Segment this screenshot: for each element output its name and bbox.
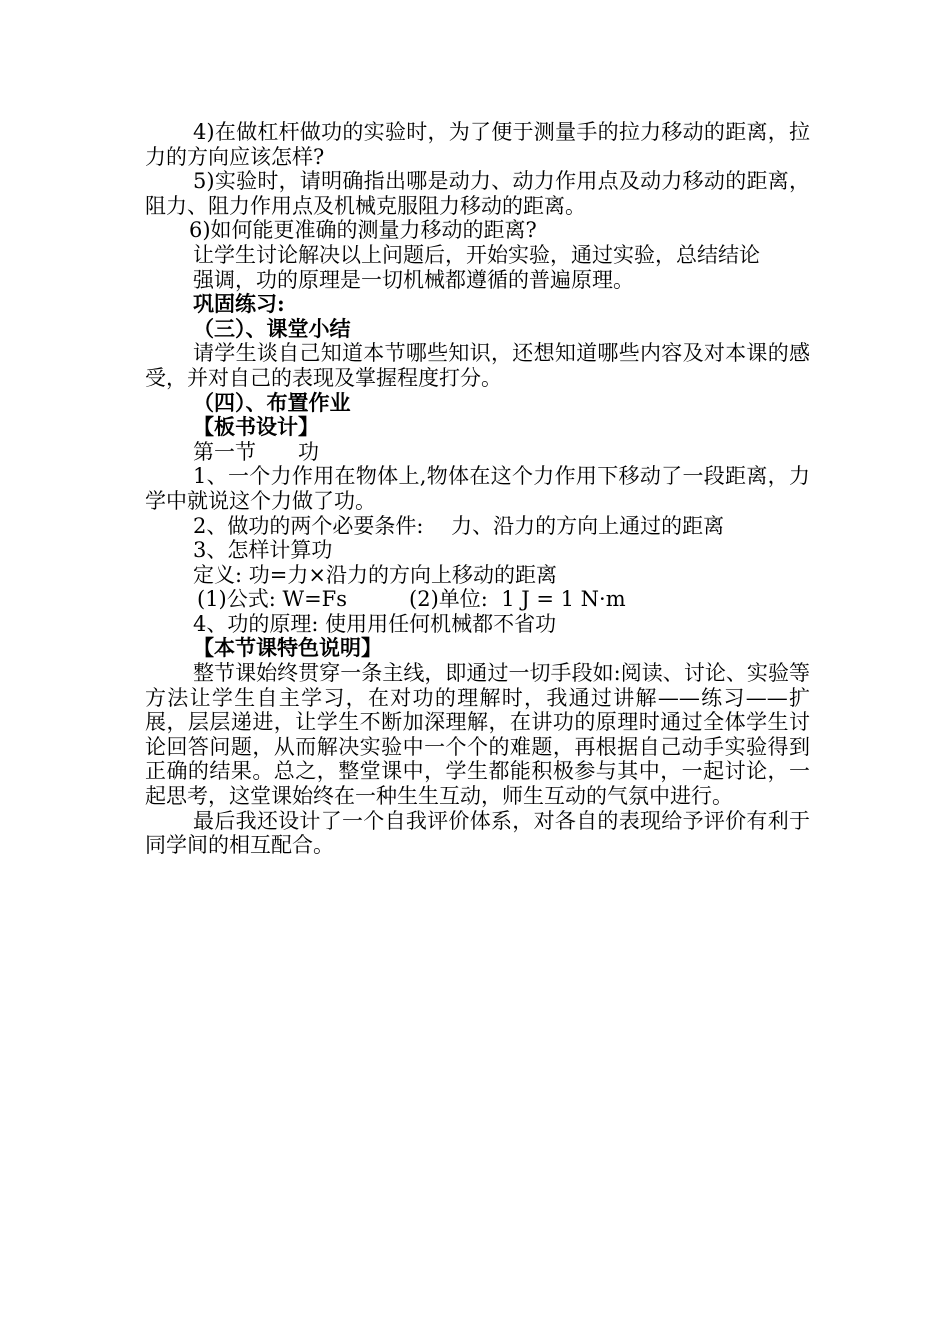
board-point-4: 4、功的原理: 使用用任何机械都不省功	[193, 611, 557, 636]
question-5: 5)实验时，请明确指出哪是动力、动力作用点及动力移动的距离，阻力、阻力作用点及机械克服阻力移动的距离。	[145, 169, 810, 218]
question-4: 4)在做杠杆做功的实验时，为了便于测量手的拉力移动的距离，拉力的方向应该怎样?	[145, 120, 810, 169]
emphasis-paragraph: 强调，功的原理是一切机械都遵循的普遍原理。	[193, 267, 634, 292]
document-page	[145, 120, 810, 858]
features-paragraph: 整节课始终贯穿一条主线，即通过一切手段如:阅读、讨论、实验等方法让学生自主学习，在对功的理解时，我通过讲解——练习——扩展，层层递进，让学生不断加深理解，在讲功的原理时通过全体学生讨论回答问题，从而解决实验中一个个的难题，再根据自己动手实验得到正确的结果。总之，整堂课中，学生都能积极参与其中，一起讨论，一起思考，这堂课始终在一种生生互动，师生互动的气氛中进行。	[145, 661, 810, 809]
question-6: 6)如何能更准确的测量力移动的距离?	[189, 218, 537, 243]
summary-paragraph: 请学生谈自己知道本节哪些知识，还想知道哪些内容及对本课的感受，并对自己的表现及掌握程度打分。	[145, 341, 810, 390]
section-title: 第一节 功	[193, 439, 319, 464]
summary-heading: （三）、课堂小结	[193, 315, 351, 341]
board-design-heading: 【板书设计】	[193, 414, 319, 440]
board-point-2: 2、做功的两个必要条件: 力、沿力的方向上通过的距离	[193, 513, 725, 538]
discussion-paragraph: 让学生讨论解决以上问题后，开始实验，通过实验，总结结论	[193, 242, 760, 267]
formula-line	[145, 587, 810, 612]
consolidation-heading: 巩固练习:	[193, 291, 285, 317]
homework-heading: （四）、布置作业	[193, 389, 351, 415]
board-point-1: 1、一个力作用在物体上,物体在这个力作用下移动了一段距离，力学中就说这个力做了功。	[145, 464, 810, 513]
formula-text: (1)公式: W=Fs	[197, 587, 348, 612]
work-definition: 定义: 功=力×沿力的方向上移动的距离	[193, 562, 557, 587]
unit-text: (2)单位: 1 J = 1 N·m	[409, 587, 626, 612]
features-heading: 【本节课特色说明】	[193, 635, 382, 661]
board-point-3: 3、怎样计算功	[193, 538, 333, 563]
evaluation-paragraph: 最后我还设计了一个自我评价体系，对各自的表现给予评价有利于同学间的相互配合。	[145, 808, 810, 858]
